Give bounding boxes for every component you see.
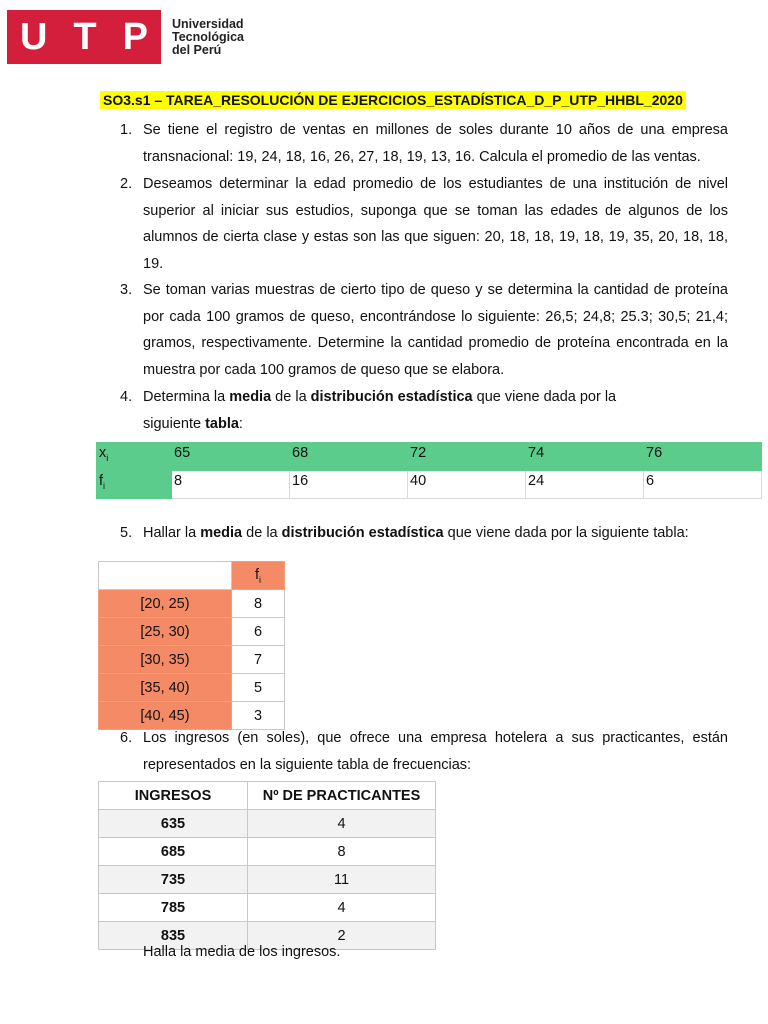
income-cell: 785 bbox=[99, 894, 248, 922]
item-text: Se toman varias muestras de cierto tipo de queso y se determina la cantidad de proteína por cada 100 gramos de queso, encontrándose lo siguiente: 26,5; 24,8; 25.3; 30,5; 21,4; gramos, respectivamente. Determine la cantidad promedio de proteína encontrada en la muestra por cada 100 gramos de queso que se elabora. bbox=[143, 282, 728, 379]
count-cell: 11 bbox=[248, 866, 436, 894]
closing-instruction: Halla la media de los ingresos. bbox=[143, 944, 341, 960]
x-row bbox=[97, 443, 762, 471]
table-cell: 65 bbox=[172, 443, 290, 471]
interval-table bbox=[98, 561, 285, 730]
f-row bbox=[97, 471, 762, 499]
interval-cell: [35, 40) bbox=[99, 674, 232, 702]
table-row bbox=[99, 866, 436, 894]
item-text: Determina la media de la distribución estadística que viene dada por la siguiente tabla: bbox=[143, 389, 617, 432]
income-cell: 735 bbox=[99, 866, 248, 894]
logo-text bbox=[172, 18, 244, 57]
item-text: Se tiene el registro de ventas en millones de soles durante 10 años de una empresa transnacional: 19, 24, 18, 16, 26, 27, 18, 19, 13, 16. Calcula el promedio de las ventas. bbox=[143, 122, 728, 165]
income-cell: 685 bbox=[99, 838, 248, 866]
table-cell: 16 bbox=[290, 471, 408, 499]
logo-letter: U bbox=[19, 15, 48, 58]
logo-text-line: Tecnológica bbox=[172, 29, 245, 44]
interval-cell: [25, 30) bbox=[99, 618, 232, 646]
table-cell: 24 bbox=[526, 471, 644, 499]
table-cell: 72 bbox=[408, 443, 526, 471]
exercise-6 bbox=[120, 725, 728, 778]
logo-box bbox=[7, 10, 161, 64]
distribution-table-1 bbox=[96, 442, 762, 499]
exercise-1 bbox=[120, 117, 728, 170]
table-row bbox=[99, 674, 285, 702]
table-row bbox=[99, 646, 285, 674]
exercise-5 bbox=[120, 520, 728, 547]
empty-header-cell bbox=[99, 562, 232, 590]
count-cell: 8 bbox=[248, 838, 436, 866]
table-row bbox=[99, 618, 285, 646]
table-row bbox=[99, 810, 436, 838]
logo-text-line: del Perú bbox=[172, 42, 222, 57]
interval-cell: [20, 25) bbox=[99, 590, 232, 618]
table-header-row bbox=[99, 562, 285, 590]
table-row bbox=[99, 894, 436, 922]
item-text: Deseamos determinar la edad promedio de los estudiantes de una institución de nivel superior al iniciar sus estudios, suponga que se toman las edades de algunos de los alumnos de cierta clase y estas son las que siguen: 20, 18, 18, 19, 18, 19, 35, 20, 18, 18, 19. bbox=[143, 176, 728, 273]
item-text: Hallar la media de la distribución estadística que viene dada por la siguiente tabla: bbox=[143, 525, 689, 541]
item-text: Los ingresos (en soles), que ofrece una empresa hotelera a sus practicantes, están representados en la siguiente tabla de frecuencias: bbox=[143, 730, 728, 773]
table-row bbox=[99, 590, 285, 618]
item-number: 5. bbox=[120, 525, 133, 541]
utp-logo bbox=[7, 10, 244, 64]
income-table bbox=[98, 781, 436, 950]
table-row bbox=[99, 838, 436, 866]
item-number: 1. bbox=[120, 122, 133, 138]
column-header: Nº DE PRACTICANTES bbox=[248, 782, 436, 810]
document-title: SO3.s1 – TAREA_RESOLUCIÓN DE EJERCICIOS_ESTADÍSTICA_D_P_UTP_HHBL_2020 bbox=[100, 91, 686, 109]
table-header-row bbox=[99, 782, 436, 810]
income-cell: 835 bbox=[99, 922, 248, 950]
logo-letter: T bbox=[73, 15, 97, 58]
count-cell: 2 bbox=[248, 922, 436, 950]
count-cell: 4 bbox=[248, 894, 436, 922]
count-cell: 4 bbox=[248, 810, 436, 838]
table-cell: 40 bbox=[408, 471, 526, 499]
logo-letter: P bbox=[122, 15, 148, 58]
x-header: $x_i$ bbox=[97, 443, 172, 471]
item-number: 6. bbox=[120, 730, 133, 746]
frequency-cell: 8 bbox=[232, 590, 285, 618]
exercise-3 bbox=[120, 277, 728, 384]
table-cell: 74 bbox=[526, 443, 644, 471]
item-number: 2. bbox=[120, 176, 133, 192]
exercise-4 bbox=[120, 384, 728, 437]
table-cell: 76 bbox=[644, 443, 762, 471]
frequency-cell: 7 bbox=[232, 646, 285, 674]
logo-text-line: Universidad bbox=[172, 16, 244, 31]
exercise-2 bbox=[120, 171, 728, 278]
income-cell: 635 bbox=[99, 810, 248, 838]
f-header: $f_i$ bbox=[232, 562, 285, 590]
f-header: $f_i$ bbox=[97, 471, 172, 499]
item-number: 3. bbox=[120, 282, 133, 298]
item-number: 4. bbox=[120, 389, 133, 405]
frequency-cell: 5 bbox=[232, 674, 285, 702]
table-cell: 8 bbox=[172, 471, 290, 499]
frequency-cell: 6 bbox=[232, 618, 285, 646]
table-cell: 68 bbox=[290, 443, 408, 471]
column-header: INGRESOS bbox=[99, 782, 248, 810]
table-cell: 6 bbox=[644, 471, 762, 499]
frequency-cell: 3 bbox=[232, 702, 285, 730]
interval-cell: [30, 35) bbox=[99, 646, 232, 674]
interval-cell: [40, 45) bbox=[99, 702, 232, 730]
